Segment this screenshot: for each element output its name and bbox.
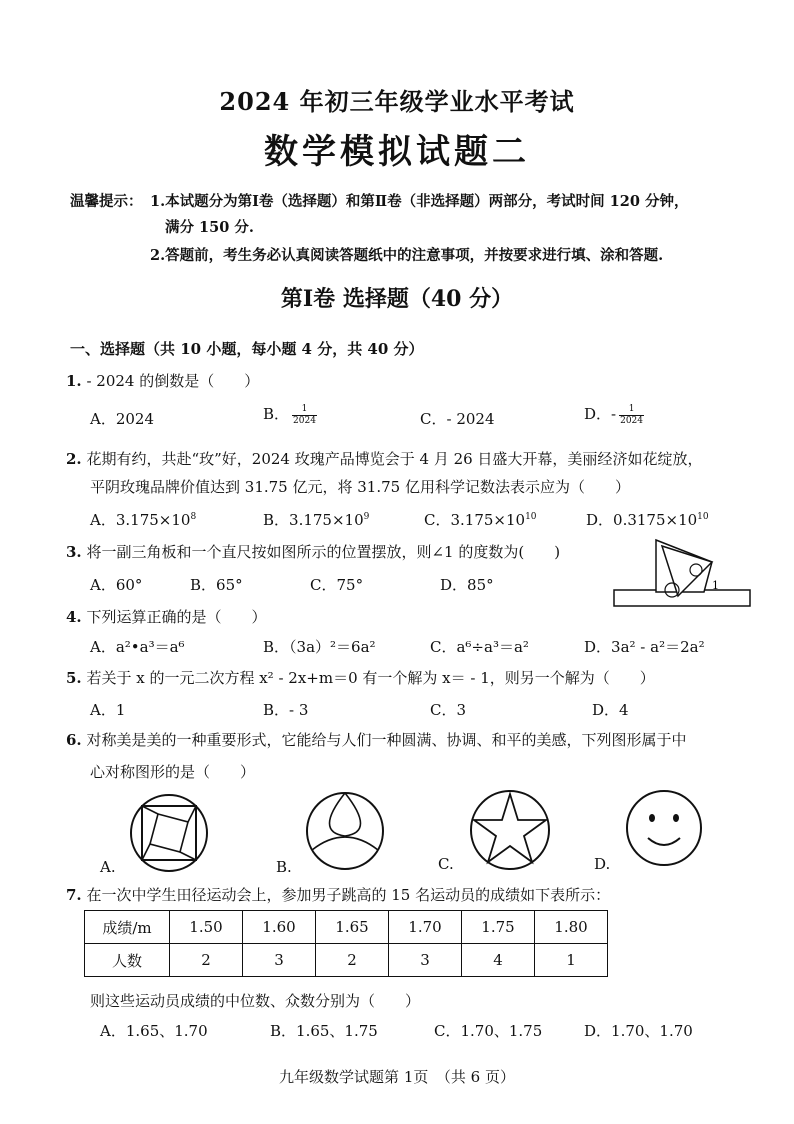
question-text-line-1: 对称美是美的一种重要形式，它能给与人们一种圆满、协调、和平的美感，下列图形属于中 [86, 731, 687, 749]
section-title: 第Ⅰ卷 选择题（40 分） [280, 286, 514, 312]
page-footer: 九年级数学试题第 1页 （共 6 页） [279, 1068, 515, 1086]
question-text: 下列运算正确的是（ ） [86, 608, 267, 626]
question-text-line-1: 花期有约，共赴“玫”好，2024 玫瑰产品博览会于 4 月 26 日盛大开幕，美丽经济如花绽放， [86, 450, 703, 468]
question-7 [66, 884, 610, 905]
q7-option-a: A．1.65、1.70 [100, 1022, 208, 1040]
figure-circle-with-arcs [304, 790, 386, 872]
option-base: C．3.175×10 [424, 511, 526, 529]
fraction-denominator: 2024 [293, 415, 316, 426]
q2-option-c [424, 509, 537, 530]
q7-option-b: B．1.65、1.75 [270, 1022, 378, 1040]
table-cell: 2 [170, 944, 243, 977]
question-6-line-2: 心对称图形的是（ ） [90, 763, 256, 781]
question-5 [66, 667, 655, 688]
q1-option-d [584, 403, 644, 427]
option-exponent: 10 [697, 512, 709, 522]
paper-title: 数学模拟试题二 [264, 132, 530, 172]
q6-option-a: A. [100, 858, 116, 876]
fraction-numerator: 1 [292, 404, 317, 416]
option-base: D．0.3175×10 [586, 511, 698, 529]
part-heading: 一、选择题（共 10 小题，每小题 4 分，共 40 分） [70, 340, 424, 358]
question-number: 2. [66, 450, 82, 468]
tip-line-1: 1.本试题分为第Ⅰ卷（选择题）和第Ⅱ卷（非选择题）两部分，考试时间 120 分钟， [150, 193, 689, 210]
fraction [292, 404, 317, 427]
option-base: B．3.175×10 [263, 511, 364, 529]
q4-option-d: D．3a² - a²＝2a² [584, 638, 705, 656]
score-table [84, 910, 608, 977]
fraction-denominator: 2024 [620, 415, 644, 426]
question-text: - 2024 的倒数是（ ） [86, 372, 260, 390]
q1-option-a: A．2024 [90, 410, 155, 428]
option-exponent: 9 [363, 512, 370, 522]
question-text: 在一次中学生田径运动会上，参加男子跳高的 15 名运动员的成绩如下表所示： [86, 886, 611, 904]
table-cell: 1 [535, 944, 608, 977]
question-3 [66, 541, 560, 562]
angle-label: 1 [712, 579, 719, 592]
q7-option-d: D．1.70、1.70 [584, 1022, 693, 1040]
q6-option-d: D. [594, 855, 611, 873]
option-label: D．- [584, 405, 617, 423]
q4-option-a: A．a²•a³＝a⁶ [90, 638, 185, 656]
q4-option-c: C．a⁶÷a³＝a² [430, 638, 529, 656]
table-cell: 1.75 [462, 911, 535, 944]
q2-option-a [90, 509, 196, 530]
q3-option-b: B．65° [190, 576, 243, 594]
question-number: 5. [66, 669, 82, 687]
q5-option-a: A．1 [90, 701, 126, 719]
question-number: 7. [66, 886, 82, 904]
question-1 [66, 370, 259, 391]
question-text: 若关于 x 的一元二次方程 x² - 2x+m＝0 有一个解为 x＝ - 1，则另一个解为（ ） [86, 669, 655, 687]
table-row [85, 944, 608, 977]
tips-label: 温馨提示： [70, 193, 143, 210]
q3-option-c: C．75° [310, 576, 364, 594]
tip-line-1-cont: 满分 150 分. [165, 219, 254, 236]
table-cell: 3 [243, 944, 316, 977]
tip-line-2: 2.答题前，考生务必认真阅读答题纸中的注意事项，并按要求进行填、涂和答题. [150, 247, 664, 264]
q1-option-b [263, 403, 317, 427]
q4-option-b: B．（3a）²＝6a² [263, 638, 376, 656]
q6-option-b: B. [276, 858, 292, 876]
table-cell: 4 [462, 944, 535, 977]
question-2-line-2: 平阴玫瑰品牌价值达到 31.75 亿元，将 31.75 亿用科学记数法表示应为（ ） [90, 478, 630, 496]
table-cell: 1.50 [170, 911, 243, 944]
exam-title: 2024 年初三年级学业水平考试 [219, 87, 575, 116]
question-number: 3. [66, 543, 82, 561]
question-2 [66, 448, 702, 469]
table-cell: 1.60 [243, 911, 316, 944]
q3-option-a: A．60° [90, 576, 143, 594]
option-exponent: 10 [525, 512, 537, 522]
q2-option-d [586, 509, 709, 530]
q5-option-b: B．- 3 [263, 701, 309, 719]
q2-option-b [263, 509, 369, 530]
triangle-ruler-figure [612, 536, 752, 612]
question-number: 4. [66, 608, 82, 626]
table-cell: 1.80 [535, 911, 608, 944]
question-number: 1. [66, 372, 82, 390]
question-6 [66, 729, 686, 750]
question-text: 将一副三角板和一个直尺按如图所示的位置摆放，则∠1 的度数为( ) [86, 543, 561, 561]
fraction [619, 404, 644, 427]
q6-option-c: C. [438, 855, 454, 873]
figure-smiley-face [624, 788, 704, 868]
q5-option-c: C．3 [430, 701, 467, 719]
question-7-followup: 则这些运动员成绩的中位数、众数分别为（ ） [90, 992, 421, 1010]
figure-circle-with-square [128, 792, 210, 874]
option-base: A．3.175×10 [90, 511, 191, 529]
q1-option-c: C．- 2024 [420, 410, 495, 428]
option-label: B． [263, 405, 290, 423]
table-row [85, 911, 608, 944]
q3-option-d: D．85° [440, 576, 494, 594]
fraction-numerator: 1 [619, 404, 644, 416]
option-exponent: 8 [190, 512, 197, 522]
table-header-cell: 成绩/m [85, 911, 170, 944]
table-header-cell: 人数 [85, 944, 170, 977]
question-number: 6. [66, 731, 82, 749]
table-cell: 3 [389, 944, 462, 977]
figure-circle-with-star [468, 788, 552, 872]
table-cell: 2 [316, 944, 389, 977]
q7-option-c: C．1.70、1.75 [434, 1022, 543, 1040]
q5-option-d: D．4 [592, 701, 629, 719]
table-cell: 1.70 [389, 911, 462, 944]
question-4 [66, 606, 266, 627]
table-cell: 1.65 [316, 911, 389, 944]
